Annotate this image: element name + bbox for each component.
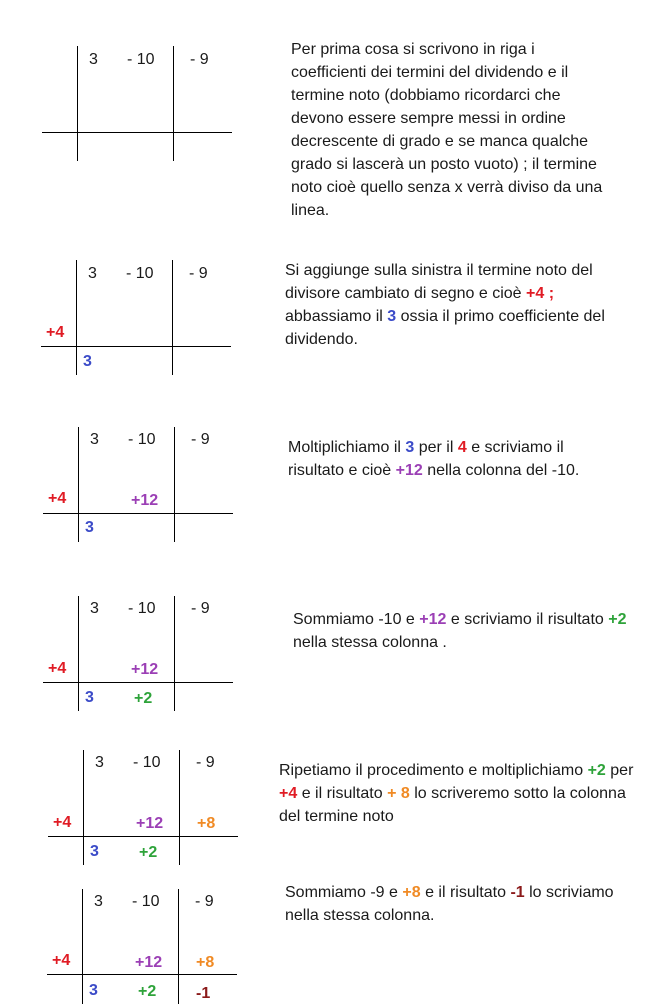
explanation-text: e il risultato: [297, 785, 388, 802]
step-4-explanation: [293, 608, 638, 654]
right-vertical-line: [174, 427, 175, 542]
root-value: +4: [46, 324, 65, 341]
horizontal-line: [43, 682, 233, 683]
highlighted-value: +8: [402, 884, 421, 901]
coefficient-2: - 10: [132, 893, 160, 910]
product-1: +12: [131, 661, 159, 678]
highlighted-value: 3: [387, 308, 397, 325]
sum-1: +2: [139, 844, 158, 861]
explanation-text: Per prima cosa si scrivono in riga i coefficienti dei termini del dividendo e il termine noto (dobbiamo ricordarci che devono essere sempre messi in ordine decrescente di grado e se manca qualche grado si lascerà un posto vuoto) ; il termine noto cioè quello senza x verrà diviso da una linea.: [291, 41, 603, 219]
first-coefficient-lowered: 3: [85, 689, 94, 706]
horizontal-line: [41, 346, 231, 347]
highlighted-value: +4: [279, 785, 298, 802]
explanation-text: per il: [414, 439, 458, 456]
coefficient-3: - 9: [190, 51, 209, 68]
coefficient-1: 3: [95, 754, 104, 771]
root-value: +4: [53, 814, 72, 831]
first-coefficient-lowered: 3: [89, 982, 98, 999]
coefficient-3: - 9: [189, 265, 208, 282]
coefficient-2: - 10: [126, 265, 154, 282]
explanation-text: e il risultato: [420, 884, 511, 901]
highlighted-value: 4: [457, 439, 467, 456]
right-vertical-line: [172, 260, 173, 375]
explanation-text: abbassiamo il: [285, 308, 388, 325]
horizontal-line: [43, 513, 233, 514]
root-value: +4: [48, 660, 67, 677]
explanation-text: lo scriviamo nella stessa colonna.: [285, 884, 614, 924]
step-2-explanation: [285, 259, 625, 351]
product-2: +8: [197, 815, 216, 832]
coefficient-1: 3: [90, 431, 99, 448]
explanation-text: Si aggiunge sulla sinistra il termine noto del divisore cambiato di segno e cioè: [285, 262, 593, 302]
step-3-explanation: [288, 436, 618, 482]
highlighted-value: + 8: [387, 785, 410, 802]
highlighted-value: 3: [405, 439, 415, 456]
step-6-explanation: [285, 881, 615, 927]
explanation-text: ossia il primo coefficiente del dividendo.: [285, 308, 605, 348]
sum-1: +2: [134, 690, 153, 707]
explanation-text: e scriviamo il risultato: [446, 611, 609, 628]
root-value: +4: [48, 490, 67, 507]
explanation-text: Sommiamo -10 e: [293, 611, 420, 628]
step-1-explanation: [291, 38, 611, 222]
first-coefficient-lowered: 3: [83, 353, 92, 370]
horizontal-line: [48, 836, 238, 837]
coefficient-2: - 10: [128, 600, 156, 617]
highlighted-value: +12: [395, 462, 423, 479]
remainder: -1: [196, 985, 211, 1002]
left-vertical-line: [78, 427, 79, 542]
explanation-text: Moltiplichiamo il: [288, 439, 406, 456]
step-5-explanation: [279, 759, 649, 828]
highlighted-value: -1: [510, 884, 525, 901]
product-1: +12: [136, 815, 164, 832]
coefficient-1: 3: [89, 51, 98, 68]
highlighted-value: +2: [608, 611, 627, 628]
highlighted-value: +4 ;: [526, 285, 555, 302]
first-coefficient-lowered: 3: [90, 843, 99, 860]
product-1: +12: [135, 954, 163, 971]
root-value: +4: [52, 952, 71, 969]
left-vertical-line: [83, 750, 84, 865]
explanation-text: Ripetiamo il procedimento e moltiplichiamo: [279, 762, 588, 779]
coefficient-1: 3: [88, 265, 97, 282]
explanation-text: e scriviamo il risultato e cioè: [288, 439, 564, 479]
coefficient-2: - 10: [127, 51, 155, 68]
horizontal-line: [42, 132, 232, 133]
coefficient-3: - 9: [195, 893, 214, 910]
left-vertical-line: [82, 889, 83, 1004]
right-vertical-line: [174, 596, 175, 711]
explanation-text: nella colonna del -10.: [422, 462, 580, 479]
highlighted-value: +12: [419, 611, 447, 628]
explanation-text: nella stessa colonna .: [293, 634, 447, 651]
highlighted-value: +2: [587, 762, 606, 779]
coefficient-1: 3: [90, 600, 99, 617]
coefficient-3: - 9: [196, 754, 215, 771]
product-2: +8: [196, 954, 215, 971]
right-vertical-line: [173, 46, 174, 161]
coefficient-3: - 9: [191, 431, 210, 448]
left-vertical-line: [76, 260, 77, 375]
explanation-text: Sommiamo -9 e: [285, 884, 403, 901]
coefficient-2: - 10: [128, 431, 156, 448]
left-vertical-line: [77, 46, 78, 161]
left-vertical-line: [78, 596, 79, 711]
coefficient-2: - 10: [133, 754, 161, 771]
explanation-text: per: [605, 762, 634, 779]
first-coefficient-lowered: 3: [85, 519, 94, 536]
coefficient-1: 3: [94, 893, 103, 910]
right-vertical-line: [178, 889, 179, 1004]
coefficient-3: - 9: [191, 600, 210, 617]
sum-1: +2: [138, 983, 157, 1000]
right-vertical-line: [179, 750, 180, 865]
horizontal-line: [47, 974, 237, 975]
explanation-text: lo scriveremo sotto la colonna del termine noto: [279, 785, 626, 825]
product-1: +12: [131, 492, 159, 509]
